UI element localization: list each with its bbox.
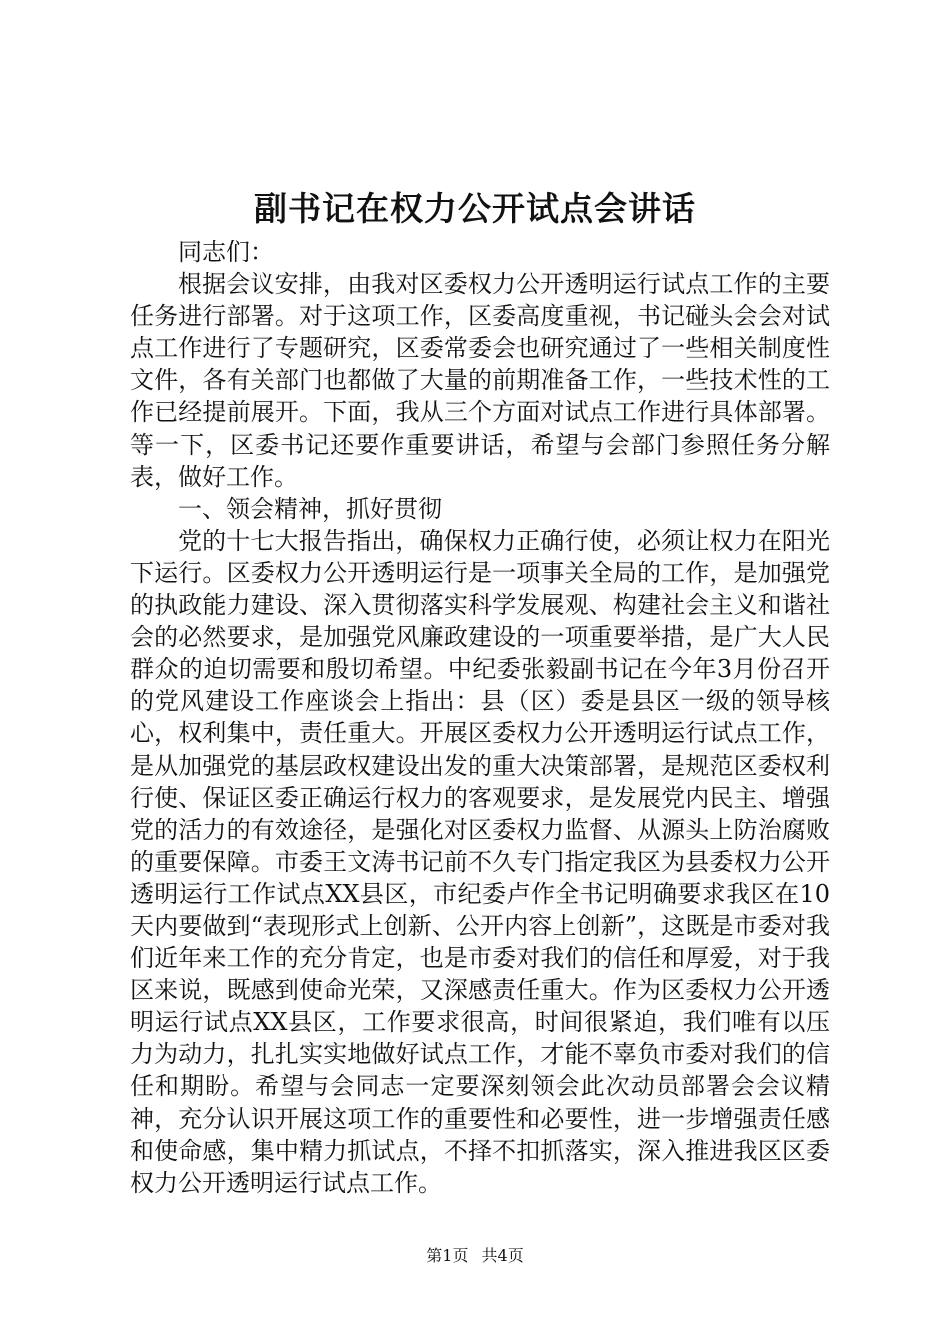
page-footer	[0, 1244, 950, 1268]
page-total: 共4页	[481, 1246, 524, 1265]
page-number: 第1页	[426, 1246, 469, 1265]
paragraph-intro: 根据会议安排，由我对区委权力公开透明运行试点工作的主要任务进行部署。对于这项工作，区委高度重视，书记碰头会会对试点工作进行了专题研究，区委常委会也研究通过了一些相关制度性文件，各有关部门也都做了大量的前期准备工作，一些技术性的工作已经提前展开。下面，我从三个方面对试点工作进行具体部署。等一下，区委书记还要作重要讲话，希望与会部门参照任务分解表，做好工作。	[130, 270, 830, 491]
document-title: 副书记在权力公开试点会讲话	[254, 189, 696, 228]
section-heading: 一、领会精神，抓好贯彻	[178, 494, 442, 523]
salutation: 同志们：	[178, 238, 274, 266]
document-body	[130, 236, 830, 1199]
paragraph-section-one: 党的十七大报告指出，确保权力正确行使，必须让权力在阳光下运行。区委权力公开透明运行是一项事关全局的工作，是加强党的执政能力建设、深入贯彻落实科学发展观、构建社会主义和谐社会的必然要求，是加强党风廉政建设的一项重要举措，是广大人民群众的迫切需要和殷切希望。中纪委张毅副书记在今年3月份召开的党风建设工作座谈会上指出：县（区）委是县区一级的领导核心，权利集中，责任重大。开展区委权力公开透明运行试点工作，是从加强党的基层政权建设出发的重大决策部署，是规范区委权利行使、保证区委正确运行权力的客观要求，是发展党内民主、增强党的活力的有效途径，是强化对区委权力监督、从源头上防治腐败的重要保障。市委王文涛书记前不久专门指定我区为县委权力公开透明运行工作试点XX县区，市纪委卢作全书记明确要求我区在10天内要做到“表现形式上创新、公开内容上创新”，这既是市委对我们近年来工作的充分肯定，也是市委对我们的信任和厚爱，对于我区来说，既感到使命光荣，又深感责任重大。作为区委权力公开透明运行试点XX县区，工作要求很高，时间很紧迫，我们唯有以压力为动力，扎扎实实地做好试点工作，才能不辜负市委对我们的信任和期盼。希望与会同志一定要深刻领会此次动员部署会会议精神，充分认识开展这项工作的重要性和必要性，进一步增强责任感和使命感，集中精力抓试点，不择不扣抓落实，深入推进我区区委权力公开透明运行试点工作。	[130, 526, 830, 1197]
